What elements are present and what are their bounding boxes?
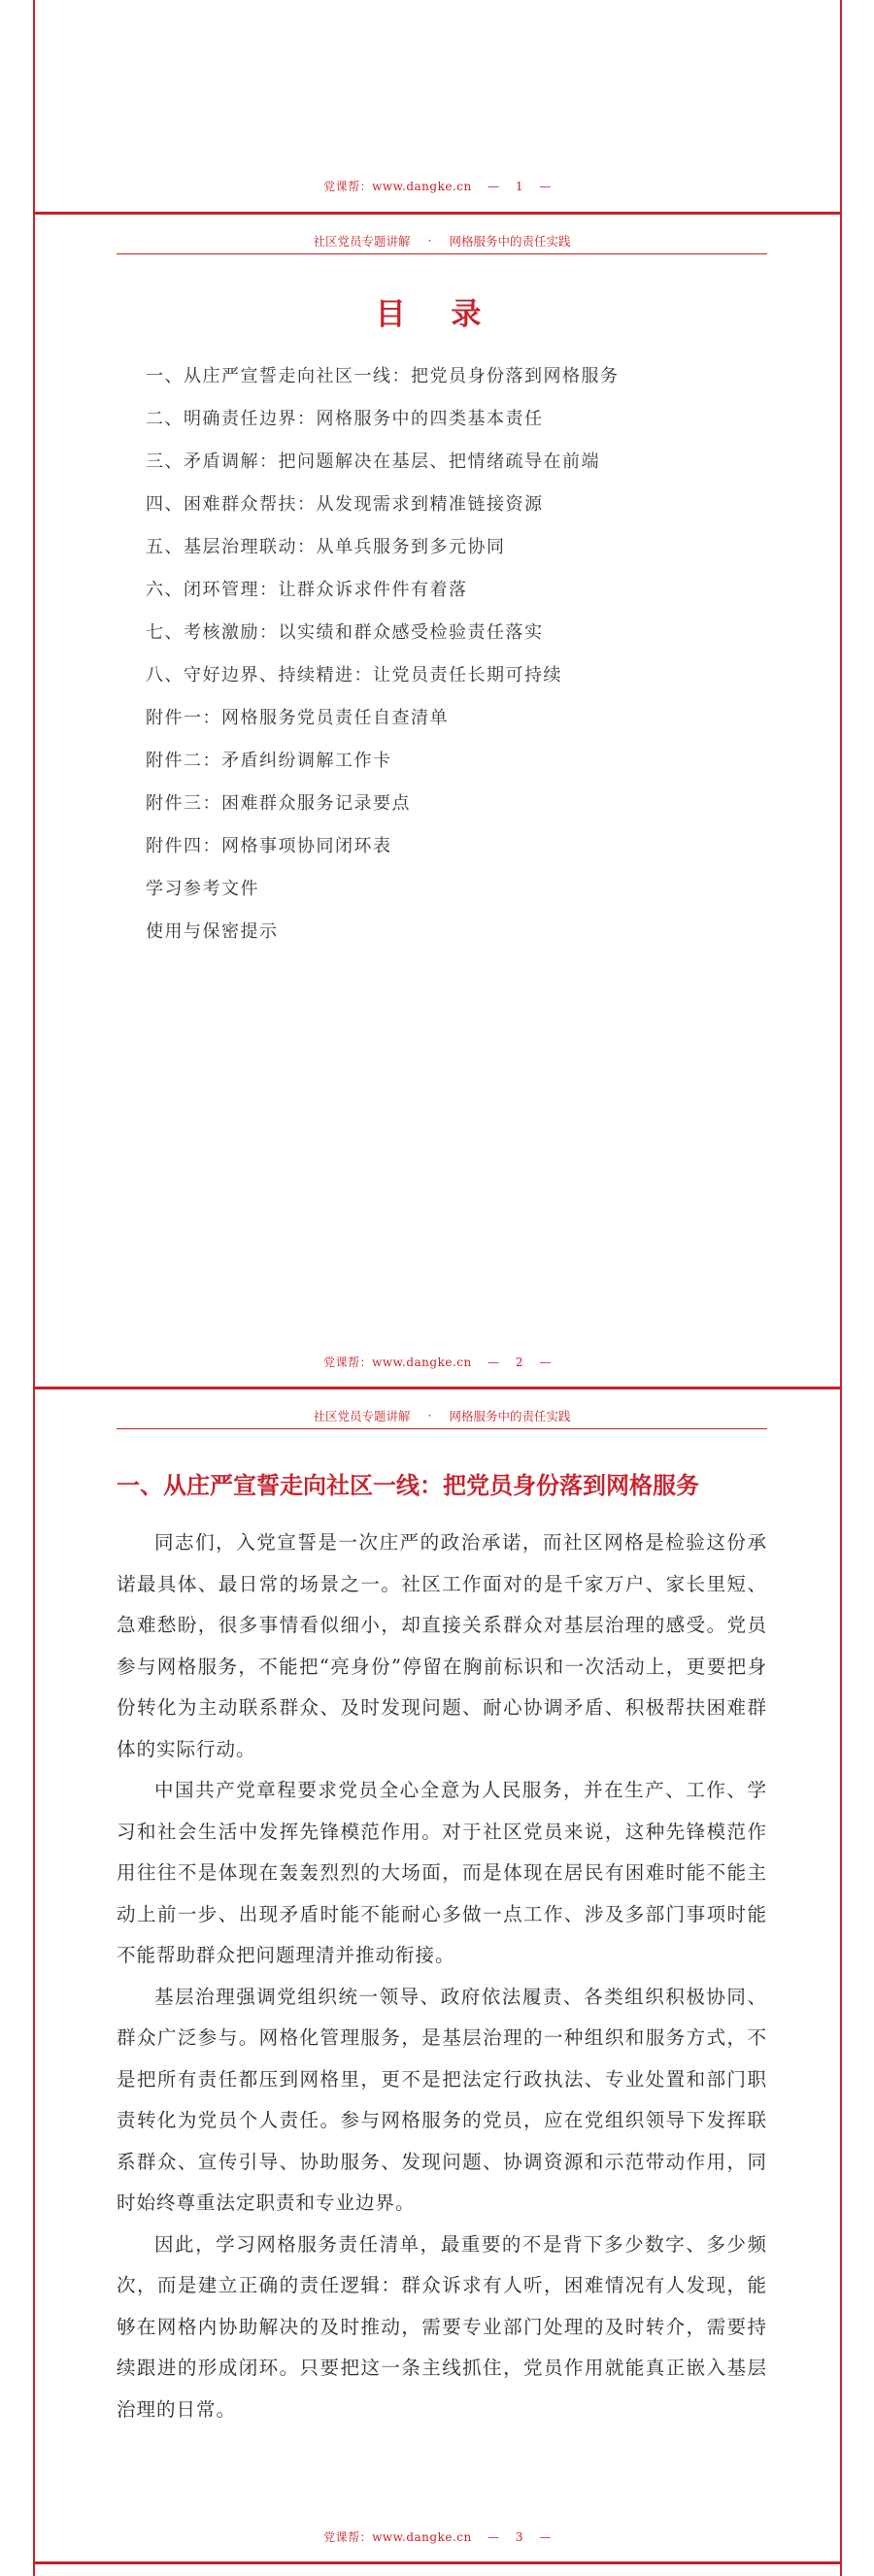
header-topic: 网格服务中的责任实践 xyxy=(449,233,571,249)
footer-page-number: 1 xyxy=(515,180,524,193)
footer-dash: — xyxy=(539,1355,552,1369)
header-topic: 网格服务中的责任实践 xyxy=(449,1408,571,1423)
header-series: 社区党员专题讲解 xyxy=(313,233,411,249)
header-separator: · xyxy=(427,1408,432,1422)
footer-site: 党课帮：www.dangke.cn xyxy=(323,2530,472,2544)
toc-item[interactable]: 附件四：网格事项协同闭环表 xyxy=(146,836,392,856)
page-footer xyxy=(33,2528,842,2545)
running-header xyxy=(117,227,767,254)
footer-page-number: 2 xyxy=(515,1355,524,1369)
toc-item[interactable]: 使用与保密提示 xyxy=(146,921,279,942)
page-divider xyxy=(33,1387,842,1389)
toc-item[interactable]: 七、考核激励：以实绩和群众感受检验责任落实 xyxy=(146,622,544,643)
section-body xyxy=(117,1522,767,2430)
toc-item[interactable]: 附件一：网格服务党员责任自查清单 xyxy=(146,708,449,728)
page-divider xyxy=(33,2561,842,2564)
footer-site: 党课帮：www.dangke.cn xyxy=(323,180,472,193)
toc-item[interactable]: 六、闭环管理：让群众诉求件件有着落 xyxy=(146,580,468,600)
page-footer xyxy=(33,1354,842,1370)
toc-list xyxy=(146,362,748,960)
body-paragraph: 中国共产党章程要求党员全心全意为人民服务，并在生产、工作、学习和社会生活中发挥先锋模范作用。对于社区党员来说，这种先锋模范作用往往不是体现在轰轰烈烈的大场面，而是体现在居民有困难时能不能主动上前一步、出现矛盾时能不能耐心多做一点工作、涉及多部门事项时能不能帮助群众把问题理清并推动衔接。 xyxy=(117,1779,767,1966)
toc-item[interactable]: 附件二：矛盾纠纷调解工作卡 xyxy=(146,751,392,771)
toc-item[interactable]: 学习参考文件 xyxy=(146,879,259,899)
running-header xyxy=(117,1402,767,1429)
body-paragraph: 因此，学习网格服务责任清单，最重要的不是背下多少数字、多少频次，而是建立正确的责任逻辑：群众诉求有人听，困难情况有人发现，能够在网格内协助解决的及时推动，需要专业部门处理的及时转介，需要持续跟进的形成闭环。只要把这一条主线抓住，党员作用就能真正嵌入基层治理的日常。 xyxy=(117,2232,767,2421)
toc-item[interactable]: 一、从庄严宣誓走向社区一线：把党员身份落到网格服务 xyxy=(146,366,620,386)
header-series: 社区党员专题讲解 xyxy=(313,1408,411,1423)
page-border-left xyxy=(33,0,35,2576)
toc-item[interactable]: 二、明确责任边界：网格服务中的四类基本责任 xyxy=(146,409,544,429)
page-footer xyxy=(33,178,842,194)
toc-item[interactable]: 四、困难群众帮扶：从发现需求到精准链接资源 xyxy=(146,494,544,515)
toc-item[interactable]: 三、矛盾调解：把问题解决在基层、把情绪疏导在前端 xyxy=(146,452,600,472)
page-divider xyxy=(33,212,842,215)
body-paragraph: 基层治理强调党组织统一领导、政府依法履责、各类组织积极协同、群众广泛参与。网格化管理服务，是基层治理的一种组织和服务方式，不是把所有责任都压到网格里，更不是把法定行政执法、专业处置和部门职责转化为党员个人责任。参与网格服务的党员，应在党组织领导下发挥联系群众、宣传引导、协助服务、发现问题、协调资源和示范带动作用，同时始终尊重法定职责和专业边界。 xyxy=(117,1985,767,2214)
page-border-right xyxy=(840,0,842,2576)
body-paragraph: 同志们，入党宣誓是一次庄严的政治承诺，而社区网格是检验这份承诺最具体、最日常的场景之一。社区工作面对的是千家万户、家长里短、急难愁盼，很多事情看似细小，却直接关系群众对基层治理的感受。党员参与网格服务，不能把“亮身份”停留在胸前标识和一次活动上，更要把身份转化为主动联系群众、及时发现问题、耐心协调矛盾、积极帮扶困难群体的实际行动。 xyxy=(117,1531,767,1760)
footer-dash: — xyxy=(539,2530,552,2544)
footer-site: 党课帮：www.dangke.cn xyxy=(323,1355,472,1369)
toc-title: 目 录 xyxy=(375,297,499,332)
footer-dash: — xyxy=(487,2530,500,2544)
section-heading: 一、从庄严宣誓走向社区一线：把党员身份落到网格服务 xyxy=(117,1472,699,1499)
toc-item[interactable]: 八、守好边界、持续精进：让党员责任长期可持续 xyxy=(146,665,562,686)
footer-dash: — xyxy=(487,180,500,193)
toc-item[interactable]: 附件三：困难群众服务记录要点 xyxy=(146,793,411,814)
footer-page-number: 3 xyxy=(515,2530,524,2544)
header-separator: · xyxy=(427,233,432,248)
toc-item[interactable]: 五、基层治理联动：从单兵服务到多元协同 xyxy=(146,537,506,557)
footer-dash: — xyxy=(539,180,552,193)
footer-dash: — xyxy=(487,1355,500,1369)
